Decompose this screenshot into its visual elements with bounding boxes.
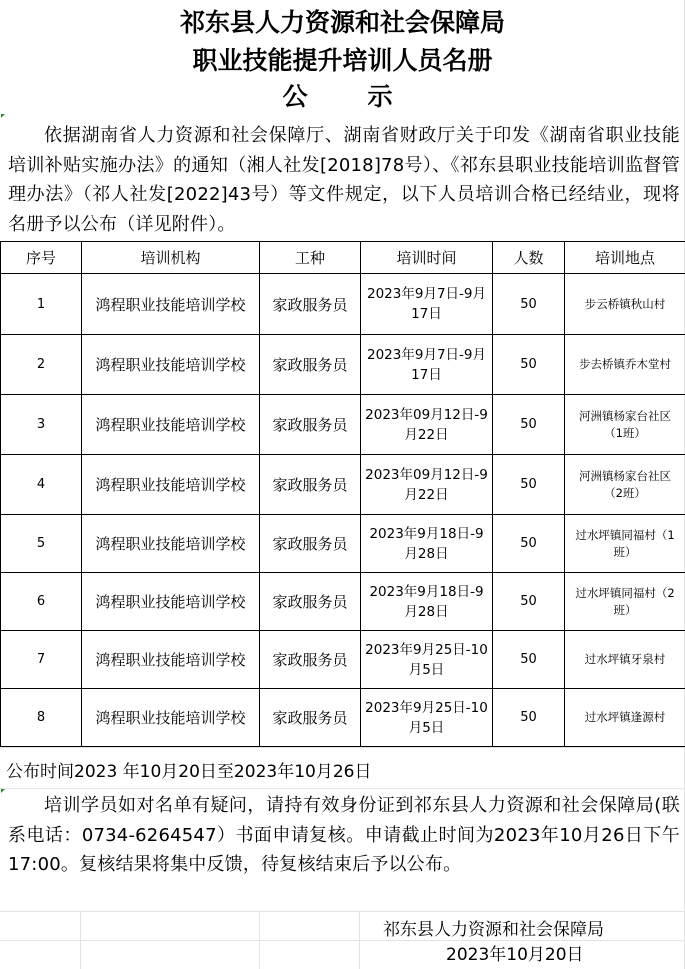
cell-job: 家政服务员	[260, 335, 361, 395]
cell-org: 鸿程职业技能培训学校	[82, 515, 260, 573]
column-header-count: 人数	[493, 242, 565, 274]
table-row	[1, 395, 685, 455]
table-row	[1, 515, 685, 573]
cell-location: 河洲镇杨家台社区（2班）	[565, 455, 685, 515]
column-header-location: 培训地点	[565, 242, 685, 274]
page-subtitle: 职业技能提升培训人员名册	[192, 46, 493, 75]
page-title: 祁东县人力资源和社会保障局	[179, 8, 505, 37]
publish-period: 公布时间2023 年10月20日至2023年10月26日	[6, 762, 372, 782]
cell-time: 2023年9月7日-9月17日	[361, 274, 493, 335]
cell-time: 2023年9月18日-9月28日	[361, 573, 493, 631]
review-notice-paragraph: 培训学员如对名单有疑问，请持有效身份证到祁东县人力资源和社会保障局(联系电话：0734-6264547）书面申请复核。申请截止时间为2023年10月26日下午17:00。复核结果将集中反馈，待复核结束后予以公布。	[8, 795, 680, 875]
cell-no: 4	[1, 455, 82, 515]
cell-job: 家政服务员	[260, 274, 361, 335]
table-row	[1, 274, 685, 335]
column-header-time: 培训时间	[361, 242, 493, 274]
cell-job: 家政服务员	[260, 395, 361, 455]
cell-no: 3	[1, 395, 82, 455]
signature-organization: 祁东县人力资源和社会保障局	[383, 920, 604, 940]
cell-no: 2	[1, 335, 82, 395]
cell-count: 50	[493, 573, 565, 631]
cell-job: 家政服务员	[260, 515, 361, 573]
cell-count: 50	[493, 689, 565, 747]
column-header-job: 工种	[260, 242, 361, 274]
cell-location: 步云桥镇秋山村	[565, 274, 685, 335]
cell-org: 鸿程职业技能培训学校	[82, 573, 260, 631]
cell-count: 50	[493, 274, 565, 335]
cell-org: 鸿程职业技能培训学校	[82, 631, 260, 689]
cell-count: 50	[493, 395, 565, 455]
column-header-org: 培训机构	[82, 242, 260, 274]
cell-location: 过水坪镇牙泉村	[565, 631, 685, 689]
cell-time: 2023年9月7日-9月17日	[361, 335, 493, 395]
cell-count: 50	[493, 335, 565, 395]
table-row	[1, 335, 685, 395]
cell-no: 6	[1, 573, 82, 631]
cell-no: 1	[1, 274, 82, 335]
cell-org: 鸿程职业技能培训学校	[82, 395, 260, 455]
trainee-roster-table	[0, 241, 685, 747]
cell-job: 家政服务员	[260, 455, 361, 515]
cell-job: 家政服务员	[260, 689, 361, 747]
column-header-no: 序号	[1, 242, 82, 274]
cell-time: 2023年09月12日-9月22日	[361, 395, 493, 455]
cell-org: 鸿程职业技能培训学校	[82, 455, 260, 515]
cell-location: 过水坪镇同福村（2班）	[565, 573, 685, 631]
cell-location: 步去桥镇乔木堂村	[565, 335, 685, 395]
table-row	[1, 455, 685, 515]
table-row	[1, 631, 685, 689]
cell-count: 50	[493, 515, 565, 573]
cell-time: 2023年9月25日-10月5日	[361, 689, 493, 747]
cell-org: 鸿程职业技能培训学校	[82, 274, 260, 335]
cell-comment-marker	[1, 789, 5, 793]
table-header-row	[1, 242, 685, 274]
intro-paragraph: 依据湖南省人力资源和社会保障厅、湖南省财政厅关于印发《湖南省职业技能培训补贴实施办法》的通知（湘人社发[2018]78号）、《祁东县职业技能培训监督管理办法》（祁人社发[2022]43号）等文件规定，以下人员培训合格已经结业，现将名册予以公布（详见附件）。	[8, 125, 680, 235]
cell-count: 50	[493, 455, 565, 515]
cell-count: 50	[493, 631, 565, 689]
cell-no: 7	[1, 631, 82, 689]
cell-org: 鸿程职业技能培训学校	[82, 335, 260, 395]
cell-time: 2023年9月25日-10月5日	[361, 631, 493, 689]
cell-job: 家政服务员	[260, 631, 361, 689]
cell-comment-marker	[1, 114, 5, 118]
table-row	[1, 573, 685, 631]
cell-time: 2023年09月12日-9月22日	[361, 455, 493, 515]
cell-no: 8	[1, 689, 82, 747]
table-row	[1, 689, 685, 747]
cell-no: 5	[1, 515, 82, 573]
cell-location: 过水坪镇逢源村	[565, 689, 685, 747]
cell-time: 2023年9月18日-9月28日	[361, 515, 493, 573]
cell-org: 鸿程职业技能培训学校	[82, 689, 260, 747]
cell-location: 河洲镇杨家台社区（1班）	[565, 395, 685, 455]
cell-location: 过水坪镇同福村（1班）	[565, 515, 685, 573]
cell-job: 家政服务员	[260, 573, 361, 631]
signature-date: 2023年10月20日	[446, 945, 584, 965]
page-heading-announcement: 公示	[282, 82, 453, 111]
